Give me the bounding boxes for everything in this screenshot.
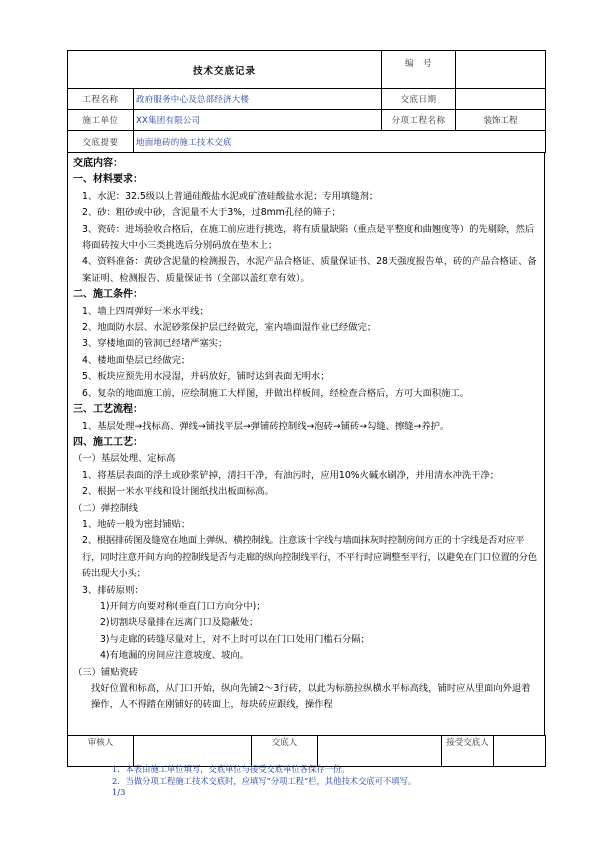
process-flow: 1、基层处理→找标高、弹线→铺找平层→弹铺砖控制线→泡砖→铺砖→勾缝、擦缝→养护。 (82, 420, 450, 432)
subsection-title: （三）铺贴瓷砖 (73, 666, 139, 678)
section-1-title: 一、材料要求： (73, 174, 143, 186)
subsection-item: 1、地砖一般为密封铺贴； (82, 518, 191, 530)
section-1-item: 3、瓷砖：进场验收合格后，在施工前应进行挑选，将有质量缺陷（重点是平整度和曲翘度等）的先剔除，然后将面砖按大中小三类挑选后分别码放在垫木上； (82, 223, 535, 252)
content-intro: 交底内容： (73, 158, 123, 169)
record-title: 技术交底记录 (68, 51, 382, 89)
section-1-item: 4、资料准备：黄砂含泥量的检测报告，水泥产品合格证、质量保证书、28天强度报告单，砖的产品合格证、备案证明、检测报告、质量保证书（全部以盖红章有效）。 (82, 256, 537, 284)
project-name-value: 政府服务中心及总部经济大楼 (134, 89, 382, 110)
reviewer-label: 审核人 (68, 736, 134, 767)
construction-unit-value: XX集团有限公司 (134, 110, 382, 131)
layout-rule: 4)有地漏的房间应注意坡度、坡向。 (100, 650, 249, 662)
subsection-item: 1、将基层表面的浮土或砂浆铲掉，清扫干净，有油污时，应用10%火碱水刷净，并用清水冲洗干净； (82, 469, 500, 481)
layout-rule: 1)开间方向要对称(垂直门口方向分中)； (100, 600, 266, 612)
footnote: 1．本表由施工单位填写，交底单位与接受交底单位各保存一份。 (112, 764, 350, 774)
section-4-title: 四、施工工艺： (73, 436, 143, 448)
summary-label: 交底提要 (68, 131, 134, 153)
receiver-label: 接受交底人 (442, 736, 494, 767)
construction-unit-label: 施工单位 (68, 110, 134, 131)
section-1-item: 2、砂：粗砂或中砂，含泥量不大于3%，过8mm孔径的筛子； (82, 207, 341, 219)
section-1-item: 1、水泥：32.5级以上普通硅酸盐水泥或矿渣硅酸盐水泥；专用填缝剂； (82, 190, 379, 202)
record-header-table (67, 50, 546, 153)
project-name-label: 工程名称 (68, 89, 134, 110)
reviewer-value (134, 736, 252, 767)
section-3-title: 三、工艺流程： (73, 404, 143, 416)
discloser-value (318, 736, 442, 767)
sub-project-value: 装饰工程 (456, 110, 546, 131)
layout-rule: 3)与走廊的砖缝尽量对上，对不上时可以在门口处用门槛石分隔； (100, 633, 370, 645)
disclosure-date-value (456, 89, 546, 110)
number-label: 编 号 (382, 51, 456, 89)
summary-value: 地面地砖的施工技术交底 (134, 131, 546, 153)
layout-rule: 2)切割块尽量排在远离门口及隐蔽处； (100, 617, 259, 629)
section-2-item: 5、板块应预先用水浸湿，并码放好，铺时达到表面无明水； (82, 371, 330, 383)
footnotes (112, 764, 416, 799)
signature-table (67, 735, 546, 767)
subsection-title: （一）基层处理、定标高 (73, 453, 176, 465)
subsection-item: 2、根据一米水平线和设计图纸找出板面标高。 (82, 486, 274, 498)
footnote: 2．当做分项工程施工技术交底时，应填写“分项工程”栏，其他技术交底可不填写。 (112, 775, 417, 786)
section-2-item: 2、地面防水层、水泥砂浆保护层已经做完，室内墙面湿作业已经做完； (82, 322, 377, 334)
subsection-text: 找好位置和标高，从门口开始，纵向先铺2～3行砖，以此为标筋拉纵横水平标高线，铺时应从里面向外退着操作，人不得踏在刚铺好的砖面上，每块砖应跟线，操作程 (91, 683, 531, 711)
discloser-label: 交底人 (252, 736, 318, 767)
sub-project-label: 分项工程名称 (382, 110, 456, 131)
disclosure-date-label: 交底日期 (382, 89, 456, 110)
subsection-title: （二）弹控制线 (73, 502, 139, 514)
page-number: 1/3 (112, 787, 126, 797)
section-2-item: 3、穿楼地面的管洞已经堵严塞实； (82, 338, 228, 350)
subsection-item: 2、根据排砖图及缝宽在地面上弹纵、横控制线。注意该十字线与墙面抹灰时控制房间方正的十字线是否对应平行，同时注意开间方向的控制线是否与走廊的纵向控制线平行，不平行时应调整至平行，以避免在门口位置的分色砖出现大小头； (82, 535, 537, 580)
section-2-title: 二、施工条件： (73, 289, 143, 301)
receiver-value (494, 736, 546, 767)
section-2-item: 6、复杂的地面施工前，应绘制施工大样图，并做出样板间，经检查合格后，方可大面积施工。 (82, 387, 470, 399)
number-value (456, 51, 546, 89)
subsection-item: 3、排砖原则： (82, 584, 144, 596)
section-2-item: 1、墙上四周弹好一米水平线； (82, 305, 209, 317)
disclosure-content-box (67, 152, 545, 736)
section-2-item: 4、楼地面垫层已经做完； (82, 354, 191, 366)
